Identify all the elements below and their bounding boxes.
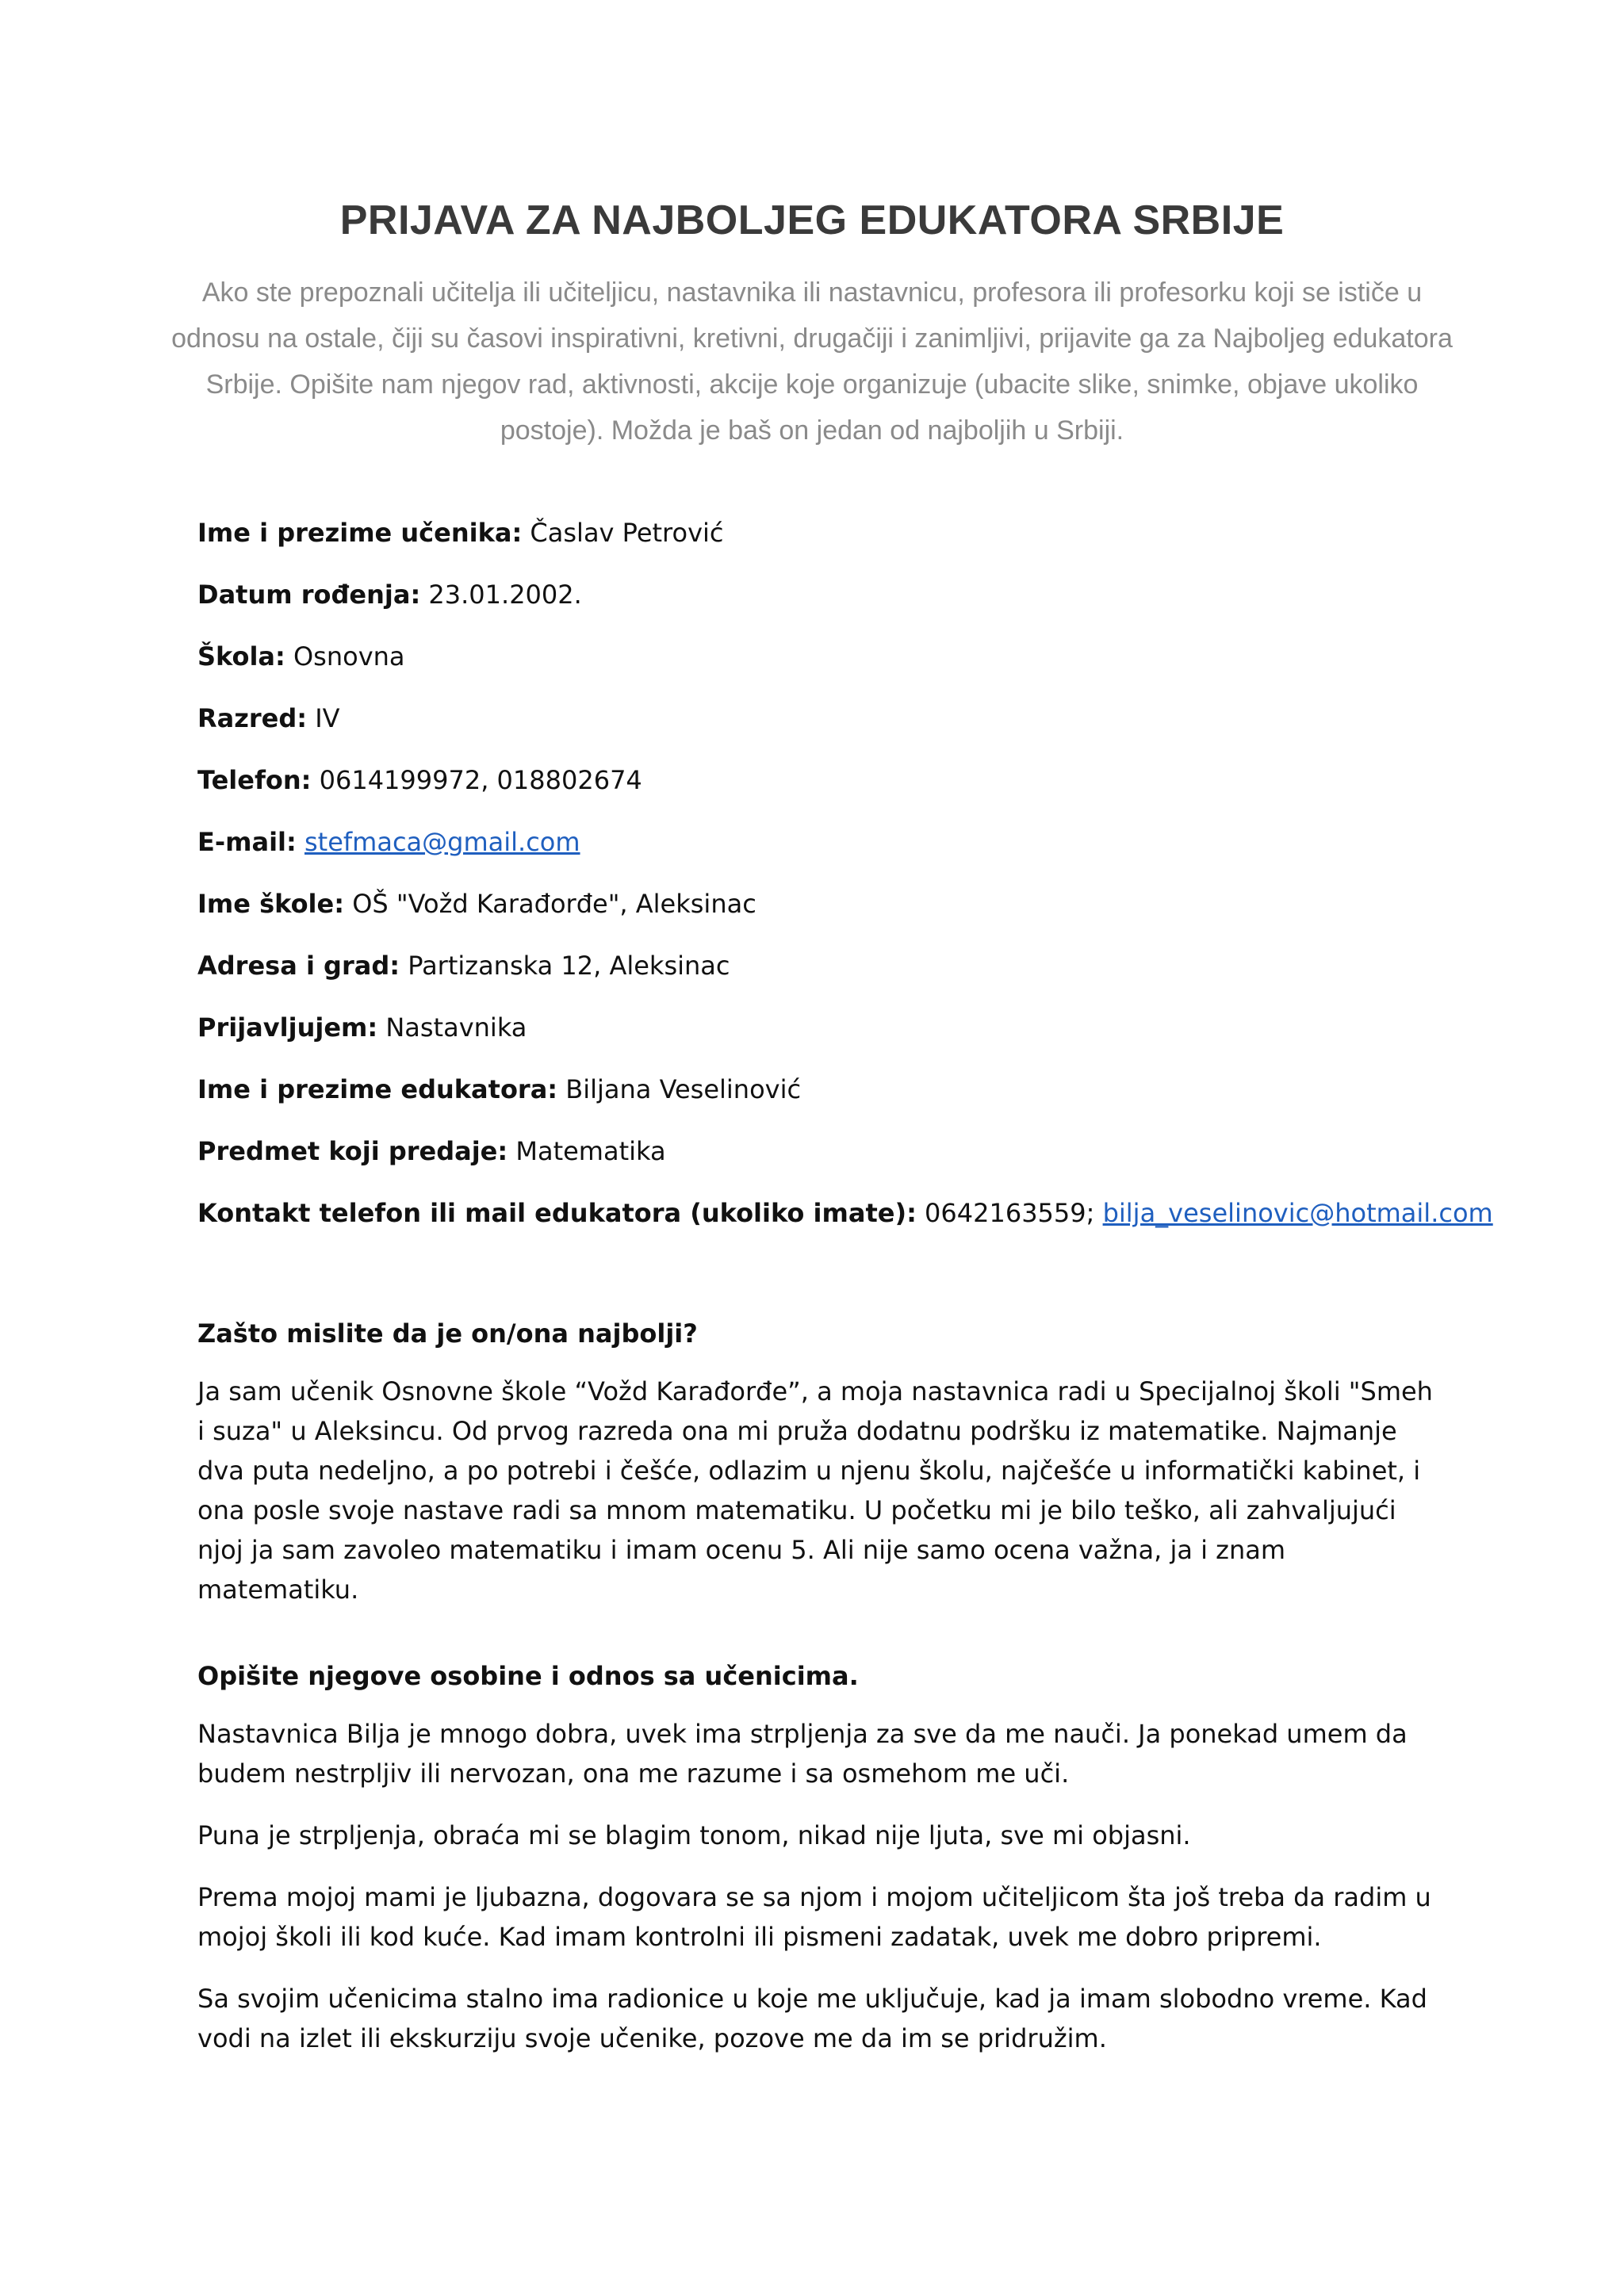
field-address (197, 948, 1434, 1010)
field-label: Kontakt telefon ili mail edukatora (ukoliko imate): (197, 1198, 917, 1228)
section-paragraph: Sa svojim učenicima stalno ima radionice u koje me uključuje, kad ja imam slobodno vreme. Kad vodi na izlet ili ekskurziju svoje učenike, pozove me da im se pridružim. (197, 1984, 1427, 2053)
field-student-name (197, 515, 1434, 577)
field-label: Škola: (197, 641, 285, 672)
section-paragraph: Puna je strpljenja, obraća mi se blagim tonom, nikad nije ljuta, sve mi objasni. (197, 1820, 1191, 1850)
field-label: Razred: (197, 703, 308, 733)
field-value: 23.01.2002. (428, 580, 582, 610)
field-nominating (197, 1010, 1434, 1072)
field-label: Prijavljujem: (197, 1012, 378, 1043)
email-link[interactable]: stefmaca@gmail.com (304, 827, 580, 857)
section-traits (197, 1659, 1434, 2080)
field-educator-contact (197, 1196, 1493, 1257)
section-why-best (197, 1316, 1434, 1632)
field-school (197, 639, 1434, 701)
field-value: Nastavnika (385, 1012, 527, 1043)
field-grade (197, 701, 1434, 763)
section-paragraph: Ja sam učenik Osnovne škole “Vožd Karađorđe”, a moja nastavnica radi u Specijalnoj školi "Smeh i suza" u Aleksincu. Od prvog razreda ona mi pruža dodatnu podršku iz matematike. Najmanje dva puta nedeljno, a po potrebi i češće, odlazim u njenu školu, najčešće u informatički kabinet, i ona posle svoje nastave radi sa mnom matematiku. U početku mi je bilo teško, ali zahvaljujući njoj ja sam zavoleo matematiku i imam ocenu 5. Ali nije samo ocena važna, ja i znam matematiku. (197, 1376, 1433, 1605)
section-heading: Opišite njegove osobine i odnos sa učenicima. (197, 1661, 859, 1691)
field-email (197, 825, 1434, 886)
field-value: 0614199972, 018802674 (319, 765, 642, 795)
field-value: Matematika (515, 1136, 666, 1166)
document-title: PRIJAVA ZA NAJBOLJEG EDUKATORA SRBIJE (339, 197, 1285, 243)
field-label: Adresa i grad: (197, 951, 400, 981)
field-label: Ime i prezime edukatora: (197, 1074, 558, 1104)
educator-email-link[interactable]: bilja_veselinovic@hotmail.com (1102, 1198, 1493, 1228)
field-educator-name (197, 1072, 1434, 1134)
field-label: Datum rođenja: (197, 580, 421, 610)
field-birth-date (197, 577, 1434, 639)
section-paragraph: Prema mojoj mami je ljubazna, dogovara se sa njom i mojom učiteljicom šta još treba da radim u mojoj školi ili kod kuće. Kad imam kontrolni ili pismeni zadatak, uvek me dobro pripremi. (197, 1882, 1431, 1952)
field-subject (197, 1134, 1434, 1196)
field-label: Telefon: (197, 765, 312, 795)
field-label: E-mail: (197, 827, 297, 857)
field-value: IV (315, 703, 340, 733)
field-label: Predmet koji predaje: (197, 1136, 508, 1166)
form-fields (197, 515, 1493, 1257)
field-school-name (197, 886, 1434, 948)
field-label: Ime i prezime učenika: (197, 518, 523, 548)
section-paragraph: Nastavnica Bilja je mnogo dobra, uvek ima strpljenja za sve da me nauči. Ja ponekad umem da budem nestrpljiv ili nervozan, ona me razume i sa osmehom me uči. (197, 1719, 1408, 1789)
field-value: Osnovna (293, 641, 405, 672)
section-heading: Zašto mislite da je on/ona najbolji? (197, 1318, 698, 1349)
field-value: Partizanska 12, Aleksinac (408, 951, 730, 981)
field-value: OŠ "Vožd Karađorđe", Aleksinac (352, 889, 756, 919)
field-value: Časlav Petrović (530, 518, 724, 548)
field-value: 0642163559; (925, 1198, 1095, 1228)
field-label: Ime škole: (197, 889, 345, 919)
field-phone (197, 763, 1434, 825)
intro-text: Ako ste prepoznali učitelja ili učiteljicu, nastavnika ili nastavnicu, profesora ili profesorku koji se ističe u odnosu na ostale, čiji su časovi inspirativni, kretivni, drugačiji i zanimljivi, prijavite ga za Najboljeg edukatora Srbije. Opišite nam njegov rad, aktivnosti, akcije koje organizuje (ubacite slike, snimke, objave ukoliko postoje). Možda je baš on jedan od najboljih u Srbiji. (171, 277, 1453, 446)
field-value: Biljana Veselinović (565, 1074, 802, 1104)
